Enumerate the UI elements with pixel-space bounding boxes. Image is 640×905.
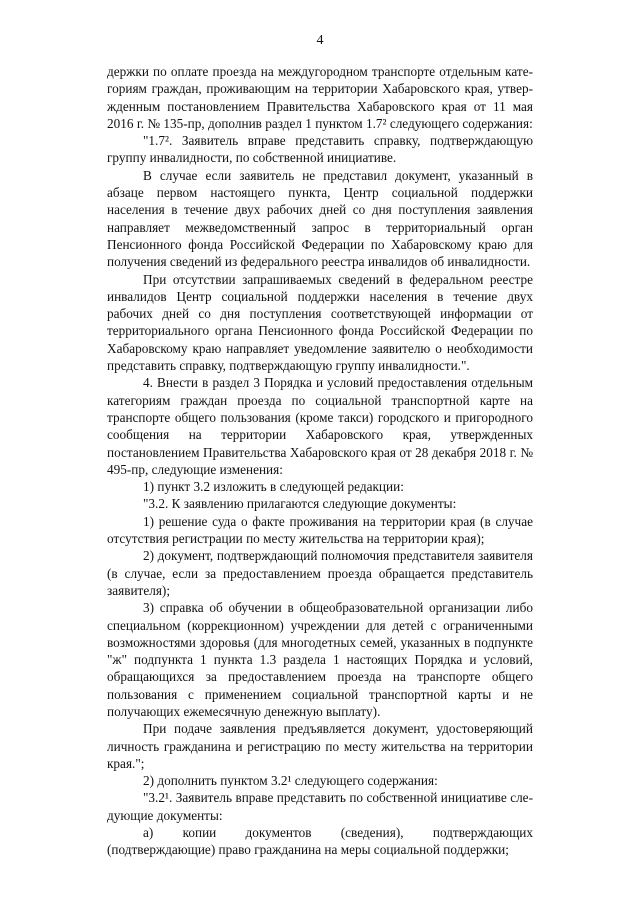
- paragraph-13: "3.2¹. Заявитель вправе представить по собственной инициативе следующие документы:: [107, 790, 533, 823]
- paragraph-1: держки по оплате проезда на междугородном транспорте отдельным категориям граждан, проживающим на территории Хабаровского края, утвержденным постановлением Правительства Хабаровского края от 11 мая 2016 г. № 135-пр, дополнив раздел 1 пунктом 1.7² следующего содержания:: [107, 64, 533, 131]
- paragraph-10: 3) справка об обучении в общеобразовательной организации либо специальном (коррекционном) учреждении для детей с ограниченными возможностями здоровья (для многодетных семей, указанных в подпункте "ж" подпункта 1 пункта 1.3 раздела 1 настоящих Порядка и условий, обращающихся за предоставлением проезда на транспорте общего пользования с применением социальной транспортной карты и не получающих ежемесячную денежную выплату).: [107, 600, 533, 719]
- document-body: [107, 63, 533, 859]
- paragraph-8: 1) решение суда о факте проживания на территории края (в случае отсутствия регистрации по месту жительства на территории края);: [107, 513, 533, 547]
- paragraph-9: 2) документ, подтверждающий полномочия представителя заявителя (в случае, если за предоставлением проезда обращается представитель заявителя);: [107, 548, 533, 598]
- paragraph-4: При отсутствии запрашиваемых сведений в федеральном реестре инвалидов Центр социальной поддержки населения в течение двух рабочих дней со дня поступления соответствующей информации от территориального органа Пенсионного фонда Российской Федерации по Хабаровскому краю направляет уведомление заявителю о необходимости представить справку, подтверждающую группу инвалидности.".: [107, 271, 533, 374]
- paragraph-5: 4. Внести в раздел 3 Порядка и условий предоставления отдельным категориям граждан проезда по социальной транспортной карте на транспорте общего пользования (кроме такси) городского и пригородного сообщения на территории Хабаровского края, утвержденных постановлением Правительства Хабаровского края от 28 декабря 2018 г. № 495-пр, следующие изменения:: [107, 375, 533, 477]
- paragraph-7: "3.2. К заявлению прилагаются следующие документы:: [143, 496, 457, 512]
- paragraph-2: "1.7². Заявитель вправе представить справку, подтверждающую группу инвалидности, по собственной инициативе.: [107, 133, 533, 166]
- page-number: 4: [316, 33, 324, 48]
- paragraph-3: В случае если заявитель не представил документ, указанный в абзаце первом настоящего пункта, Центр социальной поддержки населения в течение двух рабочих дней со дня поступления заявления направляет межведомственный запрос в территориальный орган Пенсионного фонда Российской Федерации по Хабаровскому краю для получения сведений из федерального реестра инвалидов об инвалидности.: [107, 167, 533, 270]
- paragraph-14: а) копии документов (сведения), подтверждающих (подтверждающие) право гражданина на меры социальной поддержки;: [107, 825, 533, 858]
- paragraph-12: 2) дополнить пунктом 3.2¹ следующего содержания:: [143, 773, 438, 789]
- paragraph-11: При подаче заявления предъявляется документ, удостоверяющий личность гражданина и регистрацию по месту жительства на территории края.";: [107, 721, 533, 771]
- paragraph-6: 1) пункт 3.2 изложить в следующей редакции:: [143, 479, 404, 495]
